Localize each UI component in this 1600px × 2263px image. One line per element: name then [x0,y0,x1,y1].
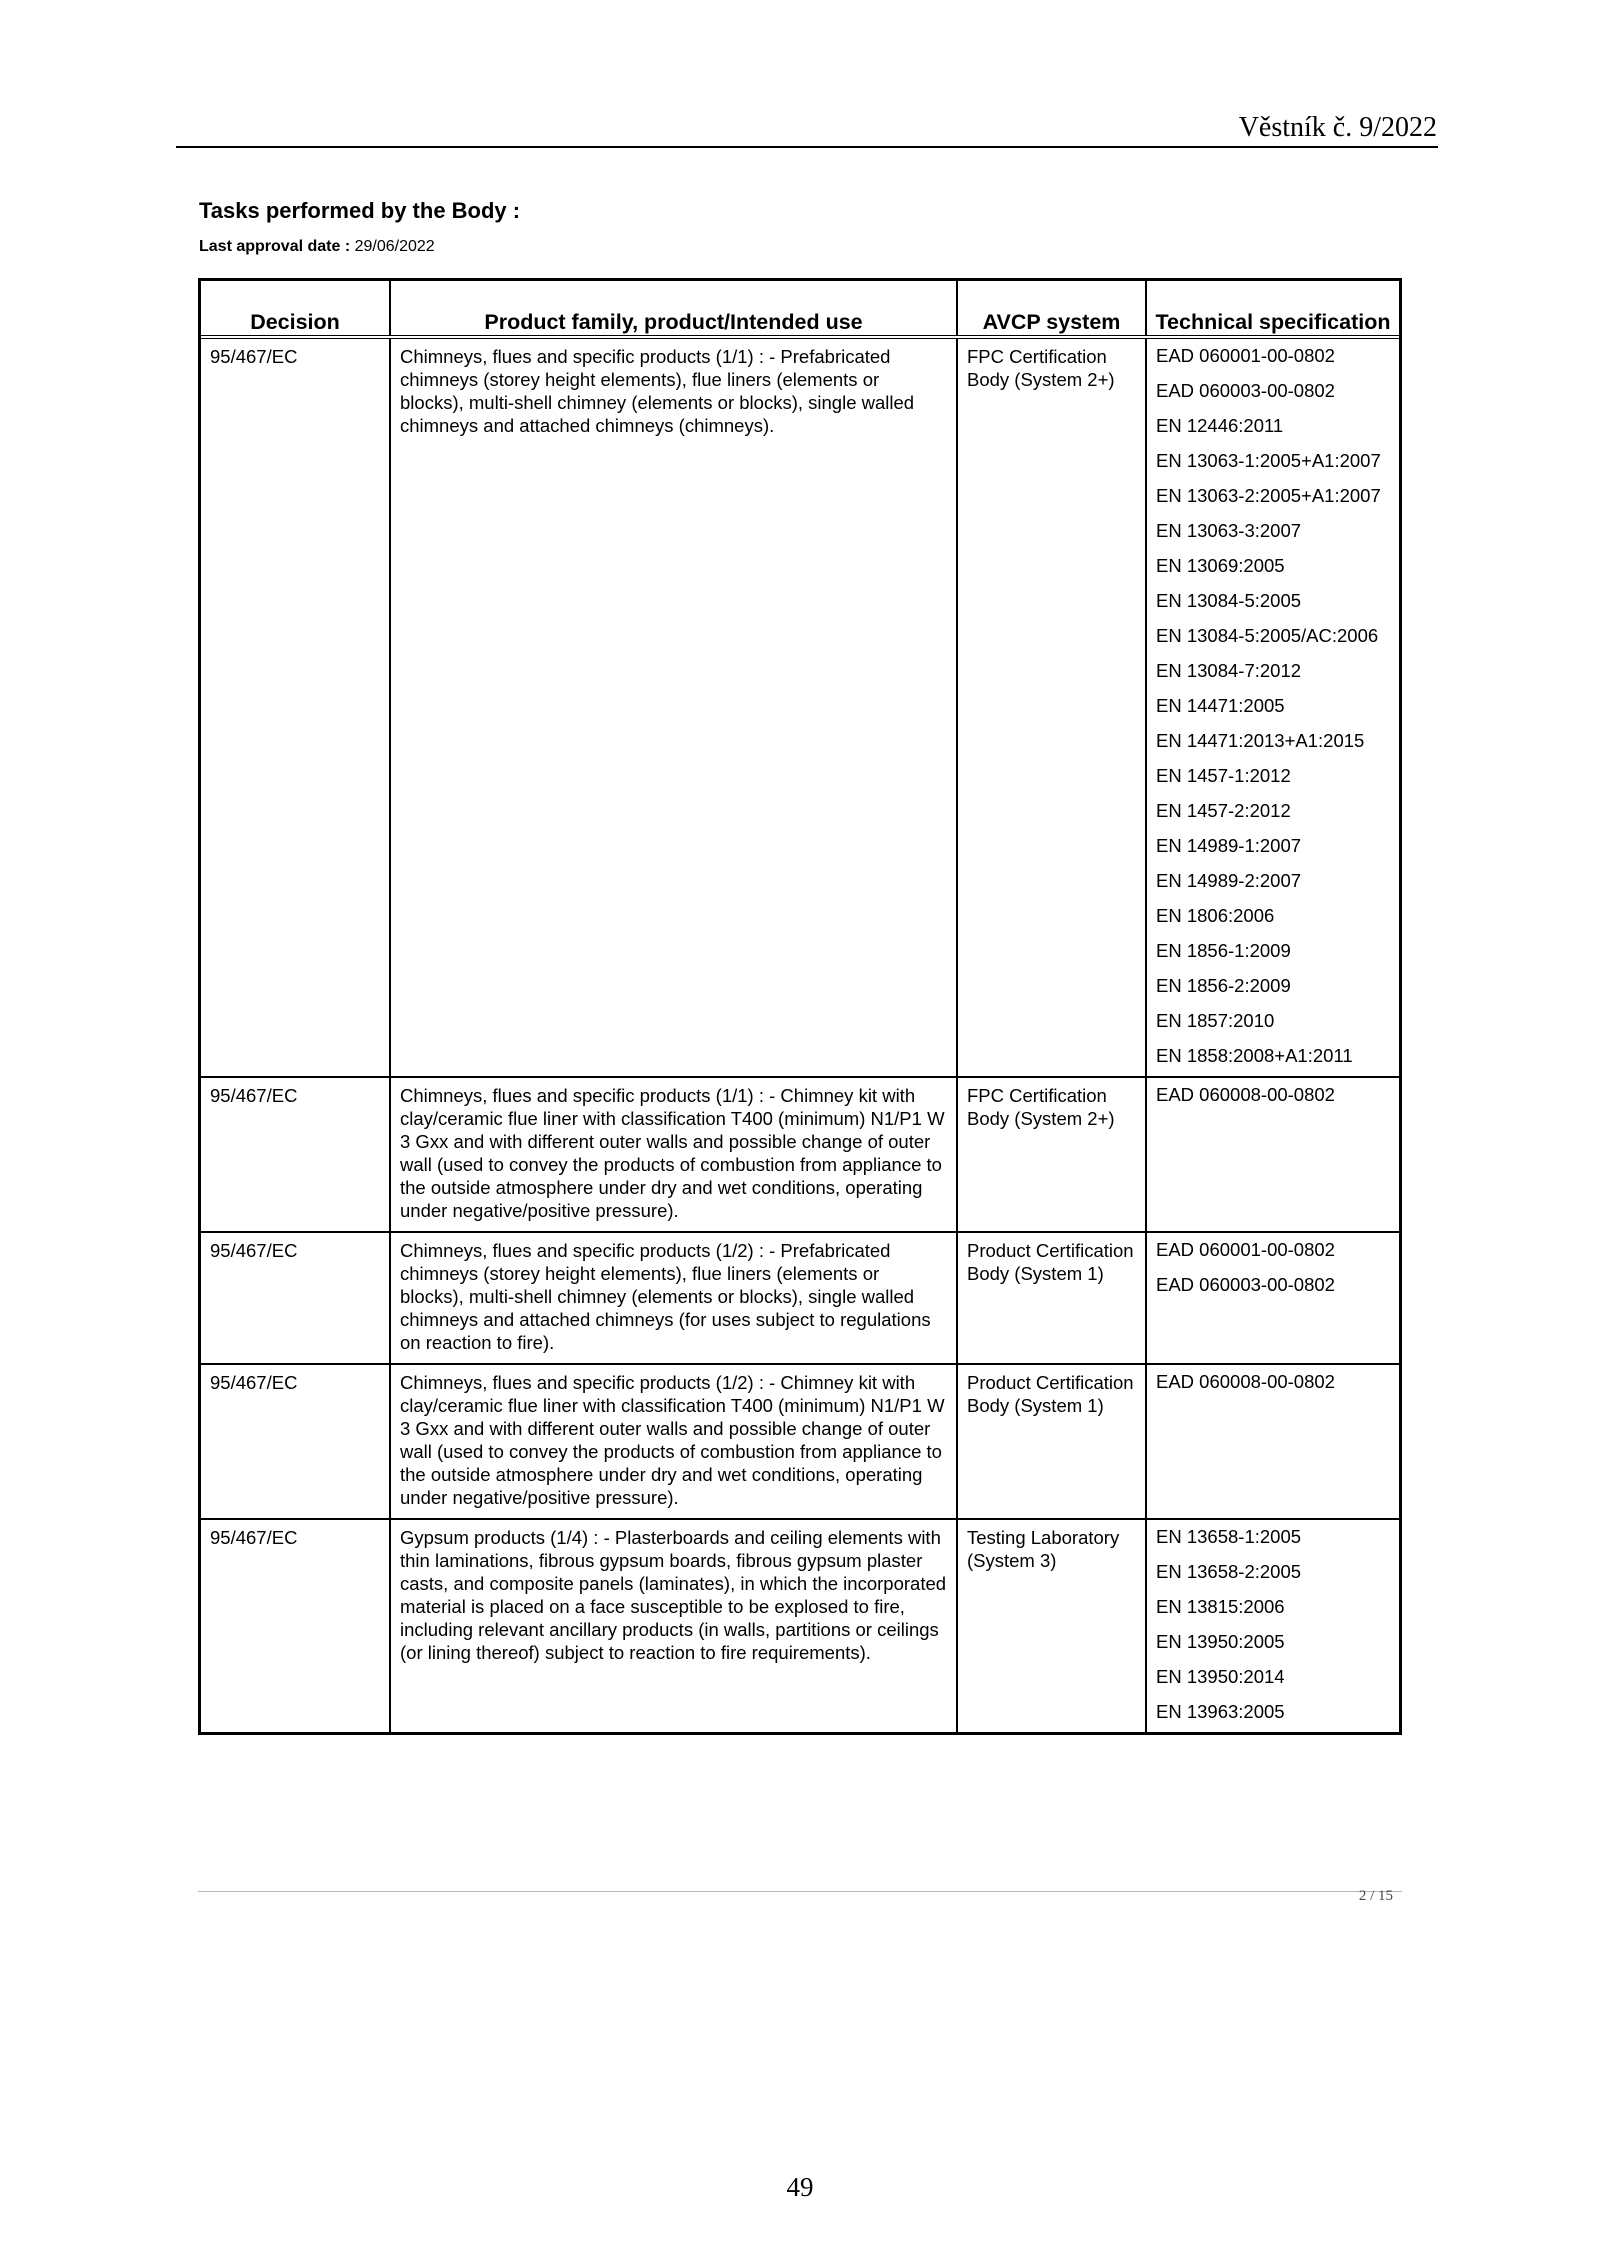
specification-item: EN 13084-5:2005 [1156,590,1302,611]
product-cell: Gypsum products (1/4) : - Plasterboards and ceiling elements with thin laminations, fibrous gypsum boards, fibrous gypsum plaster casts, and composite panels (laminates), in which the incorporated material is placed on a face susceptible to be explosed to fire, including relevant ancillary products (in walls, partitions or ceilings (or lining thereof) subject to reaction to fire requirements). [390,1519,957,1732]
specification-item: EN 14989-1:2007 [1156,835,1302,856]
specification-item: EN 13084-5:2005/AC:2006 [1156,625,1379,646]
decision-cell: 95/467/EC [210,346,298,367]
specification-item: EN 13069:2005 [1156,555,1285,576]
specification-item: EN 12446:2011 [1156,415,1284,436]
table-row [201,1519,1399,1732]
journal-header: Věstník č. 9/2022 [1238,112,1437,143]
approval-label: Last approval date : [199,238,351,255]
specification-item: EN 13658-2:2005 [1156,1561,1302,1582]
specification-cell [1146,1077,1399,1232]
specification-item: EN 13815:2006 [1156,1596,1285,1617]
specification-item: EN 13950:2005 [1156,1631,1285,1652]
specification-item: EN 1857:2010 [1156,1010,1275,1031]
avcp-cell: Product Certification Body (System 1) [957,1364,1146,1519]
specification-cell [1146,1519,1399,1732]
specification-item: EN 1856-2:2009 [1156,975,1291,996]
table-body [201,337,1399,1732]
section-title: Tasks performed by the Body : [199,198,521,223]
specification-item: EN 1858:2008+A1:2011 [1156,1045,1353,1066]
specification-cell [1146,1364,1399,1519]
column-header-product: Product family, product/Intended use [390,281,957,337]
decision-cell: 95/467/EC [201,1077,390,1232]
specification-item: EAD 060003-00-0802 [1156,380,1335,401]
specification-item: EN 13063-3:2007 [1156,520,1302,541]
avcp-cell: FPC Certification Body (System 2+) [957,337,1146,1077]
column-header-avcp: AVCP system [957,281,1146,337]
tasks-table-frame [198,278,1402,1735]
table-row [201,1232,1399,1364]
product-cell: Chimneys, flues and specific products (1/1) : - Prefabricated chimneys (storey height elements), flue liners (elements or blocks), multi-shell chimney (elements or blocks), single walled chimneys and attached chimneys (chimneys). [390,337,957,1077]
specification-item: EAD 060001-00-0802 [1156,345,1335,366]
specification-item: EN 1806:2006 [1156,905,1275,926]
tasks-table [201,281,1399,1732]
column-header-decision: Decision [201,281,390,337]
product-cell: Chimneys, flues and specific products (1/2) : - Prefabricated chimneys (storey height elements), flue liners (elements or blocks), multi-shell chimney (elements or blocks), single walled chimneys and attached chimneys (for uses subject to regulations on reaction to fire). [390,1232,957,1364]
table-row [201,1077,1399,1232]
table-row [201,1364,1399,1519]
specification-item: EN 13084-7:2012 [1156,660,1302,681]
product-cell: Chimneys, flues and specific products (1/2) : - Chimney kit with clay/ceramic flue liner with classification T400 (minimum) N1/P1 W 3 Gxx and with different outer walls and possible change of outer wall (used to convey the products of combustion from appliance to the outside atmosphere under dry and wet conditions, operating under negative/positive pressure). [390,1364,957,1519]
footer-rule [198,1891,1402,1892]
specification-item: EAD 060008-00-0802 [1156,1084,1335,1105]
specification-cell [1146,1232,1399,1364]
specification-item: EN 13063-1:2005+A1:2007 [1156,450,1381,471]
specification-item: EAD 060003-00-0802 [1156,1274,1335,1295]
decision-cell: 95/467/EC [201,1364,390,1519]
specification-item: EN 14989-2:2007 [1156,870,1302,891]
decision-cell: 95/467/EC [201,1519,390,1732]
avcp-cell: Testing Laboratory (System 3) [957,1519,1146,1732]
column-header-specification: Technical specification [1146,281,1399,337]
product-cell: Chimneys, flues and specific products (1/1) : - Chimney kit with clay/ceramic flue liner with classification T400 (minimum) N1/P1 W 3 Gxx and with different outer walls and possible change of outer wall (used to convey the products of combustion from appliance to the outside atmosphere under dry and wet conditions, operating under negative/positive pressure). [390,1077,957,1232]
page-of-counter: 2 / 15 [1358,1888,1393,1904]
specification-item: EN 1457-2:2012 [1156,800,1291,821]
header-rule [176,146,1438,148]
specification-item: EN 1457-1:2012 [1156,765,1291,786]
specification-item: EN 13658-1:2005 [1156,1526,1302,1547]
avcp-cell: Product Certification Body (System 1) [957,1232,1146,1364]
page-number: 49 [786,2172,814,2202]
specification-item: EN 14471:2013+A1:2015 [1156,730,1365,751]
specification-item: EN 14471:2005 [1156,695,1285,716]
specification-item: EN 13063-2:2005+A1:2007 [1156,485,1381,506]
approval-line [199,238,435,256]
approval-date: 29/06/2022 [354,238,435,255]
table-header-row [201,281,1399,337]
specification-item: EN 1856-1:2009 [1156,940,1291,961]
specification-cell [1146,337,1399,1077]
avcp-cell: FPC Certification Body (System 2+) [957,1077,1146,1232]
decision-cell: 95/467/EC [201,1232,390,1364]
specification-item: EAD 060001-00-0802 [1156,1239,1335,1260]
specification-item: EAD 060008-00-0802 [1156,1371,1335,1392]
table-row [201,337,1399,1077]
specification-item: EN 13963:2005 [1156,1701,1285,1722]
specification-item: EN 13950:2014 [1156,1666,1285,1687]
